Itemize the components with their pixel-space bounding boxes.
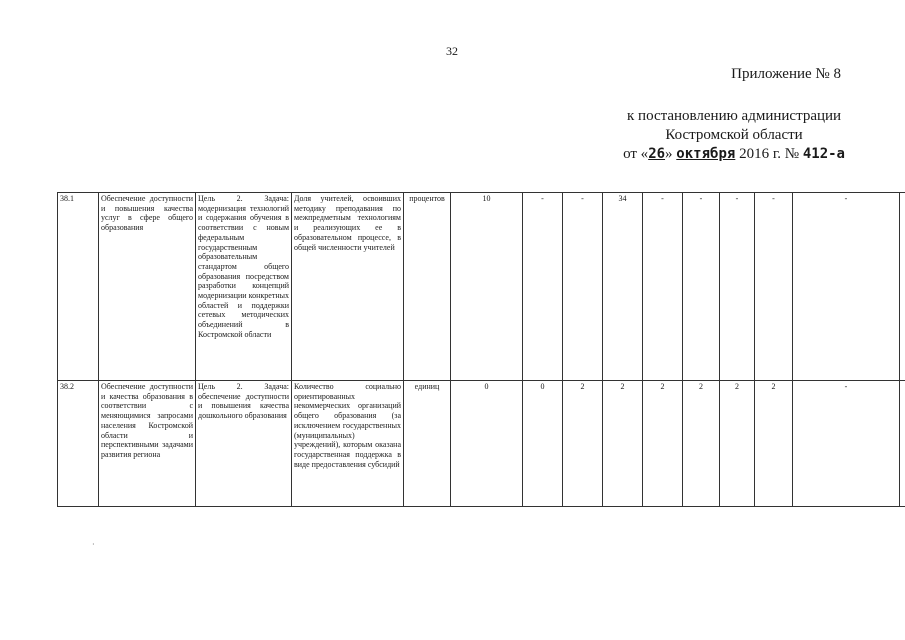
decree-number: 412-а: [802, 146, 845, 162]
value-cell: 0: [523, 381, 563, 507]
decree-day: 26: [648, 146, 666, 162]
value-cell: -: [793, 193, 900, 381]
row-number: 38.2: [58, 381, 99, 507]
value-cell: 34: [603, 193, 643, 381]
value-cell: 2: [563, 381, 603, 507]
goal-cell: Обеспечение доступности и повышения качества услуг в сфере общего образования: [99, 193, 196, 381]
table-row: [58, 193, 905, 381]
date-mid: »: [665, 146, 677, 162]
task-cell: Цель 2. Задача: модернизация технологий и содержания обучения в соответствии с новым федеральным государственным образовательным стандартом общего образования посредством разработки концепций модернизации конкретных областей и поддержки сетевых методических объединений в Костромской области: [196, 193, 292, 381]
value-cell: 0: [451, 381, 523, 507]
decree-month: октября: [676, 146, 736, 162]
year-text: 2016 г. №: [735, 146, 803, 162]
indicator-cell: Доля учителей, освоивших методику преподавания по межпредметным технологиям и реализующих ее в образовательном процессе, в общей численности учителей: [292, 193, 404, 381]
value-cell: 2: [755, 381, 793, 507]
value-cell: -: [643, 193, 683, 381]
empty-cell: [900, 193, 905, 381]
value-cell: 2: [603, 381, 643, 507]
value-cell: 2: [720, 381, 755, 507]
decree-line-1: к постановлению администрации: [627, 108, 842, 124]
page-number: 32: [446, 44, 458, 58]
value-cell: 2: [643, 381, 683, 507]
indicators-table: [57, 192, 905, 507]
value-cell: -: [793, 381, 900, 507]
task-cell: Цель 2. Задача: обеспечение доступности и повышения качества дошкольного образования: [196, 381, 292, 507]
goal-cell: Обеспечение доступности и качества образования в соответствии с меняющимися запросами населения Костромской области и перспективными задачами развития региона: [99, 381, 196, 507]
value-cell: -: [720, 193, 755, 381]
decree-reference: [623, 107, 845, 164]
value-cell: 10: [451, 193, 523, 381]
decree-line-2: Костромской области: [665, 127, 803, 143]
table-row: [58, 381, 905, 507]
scan-speck: ·: [92, 540, 95, 549]
value-cell: -: [563, 193, 603, 381]
date-prefix: от «: [623, 146, 649, 162]
value-cell: -: [755, 193, 793, 381]
appendix-title: Приложение № 8: [731, 66, 841, 82]
empty-cell: [900, 381, 905, 507]
decree-date-line: [623, 145, 845, 164]
indicator-cell: Количество социально ориентированных некоммерческих организаций общего образования (за исключением государственных (муниципальных) учреждений), которым оказана государственная поддержка в виде предоставления субсидий: [292, 381, 404, 507]
value-cell: 2: [683, 381, 720, 507]
unit-cell: процентов: [404, 193, 451, 381]
unit-cell: единиц: [404, 381, 451, 507]
row-number: 38.1: [58, 193, 99, 381]
value-cell: -: [683, 193, 720, 381]
value-cell: -: [523, 193, 563, 381]
